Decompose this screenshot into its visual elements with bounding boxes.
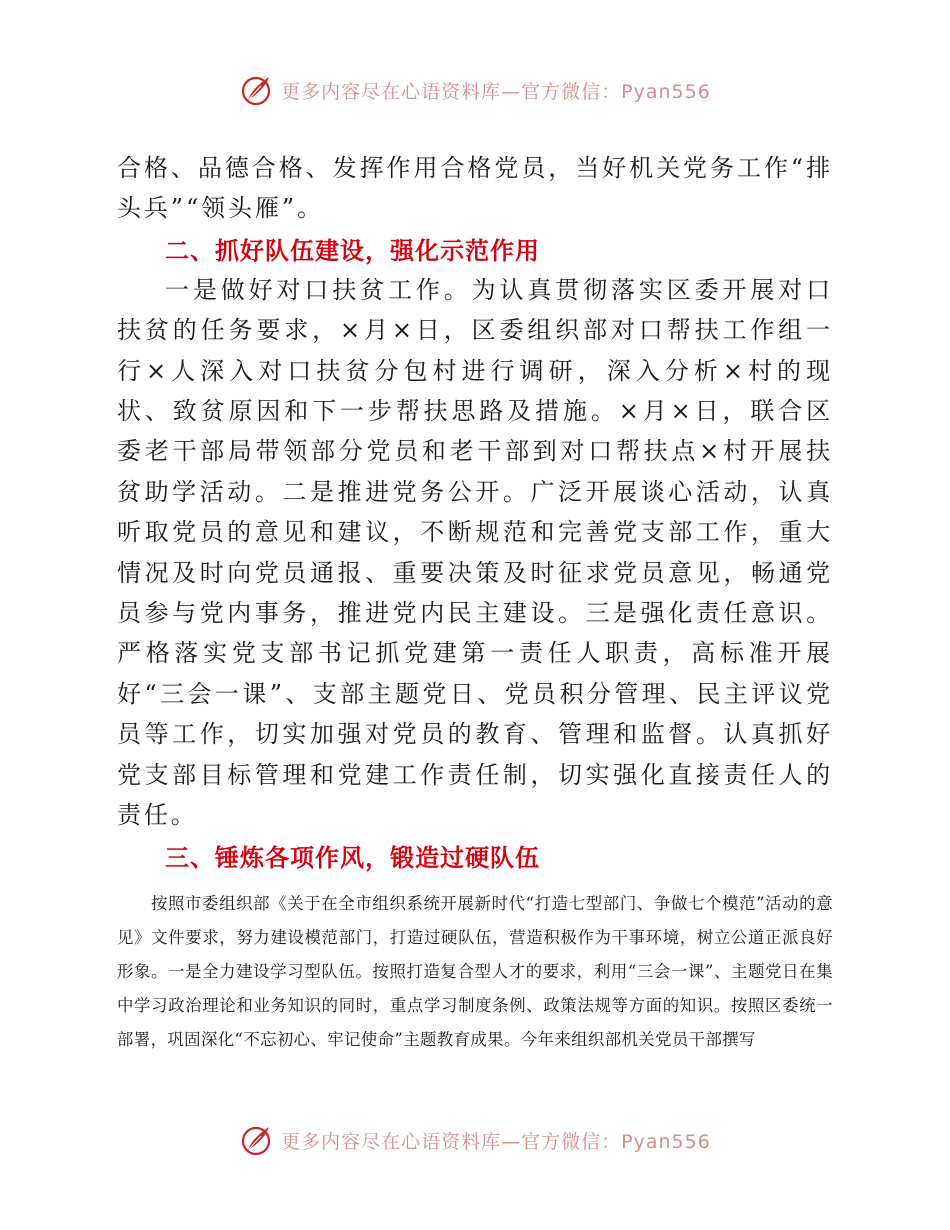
section-heading-2: 二、抓好队伍建设，强化示范作用 — [165, 236, 540, 265]
section-2-paragraph: 一是做好对口扶贫工作。为认真贯彻落实区委开展对口扶贫的任务要求，×月×日，区委组织部对口帮扶工作组一行×人深入对口扶贫分包村进行调研，深入分析×村的现状、致贫原因和下一步帮扶思路及措施。×月×日，联合区委老干部局带领部分党员和老干部到对口帮扶点×村开展扶贫助学活动。二是推进党务公开。广泛开展谈心活动，认真听取党员的意见和建议，不断规范和完善党支部工作，重大情况及时向党员通报、重要决策及时征求党员意见，畅通党员参与党内事务，推进党内民主建设。三是强化责任意识。严格落实党支部书记抓党建第一责任人职责，高标准开展好“三会一课”、支部主题党日、党员积分管理、民主评议党员等工作，切实加强对党员的教育、管理和监督。认真抓好党支部目标管理和党建工作责任制，切实强化直接责任人的责任。 — [117, 275, 833, 830]
pen-feather-logo-icon — [239, 72, 275, 108]
footer-text: 更多内容尽在心语资料库—官方微信：Pyan556 — [281, 1130, 711, 1153]
pen-feather-logo-icon — [239, 1122, 275, 1158]
header-watermark — [0, 70, 950, 110]
section-heading-3: 三、锤炼各项作风，锻造过硬队伍 — [165, 843, 540, 872]
section-3-paragraph: 按照市委组织部《关于在全市组织系统开展新时代“打造七型部门、争做七个模范”活动的意见》文件要求，努力建设模范部门，打造过硬队伍，营造积极作为干事环境，树立公道正派良好形象。一是全力建设学习型队伍。按照打造复合型人才的要求，利用“三会一课”、主题党日在集中学习政治理论和业务知识的同时，重点学习制度条例、政策法规等方面的知识。按照区委统一部署，巩固深化“不忘初心、牢记使命”主题教育成果。今年来组织部机关党员干部撰写 — [117, 893, 833, 1049]
footer-watermark — [0, 1120, 950, 1160]
document-body — [117, 148, 833, 1057]
continuation-paragraph: 合格、品德合格、发挥作用合格党员，当好机关党务工作“排头兵”“领头雁”。 — [117, 154, 833, 223]
header-text: 更多内容尽在心语资料库—官方微信：Pyan556 — [281, 80, 711, 103]
